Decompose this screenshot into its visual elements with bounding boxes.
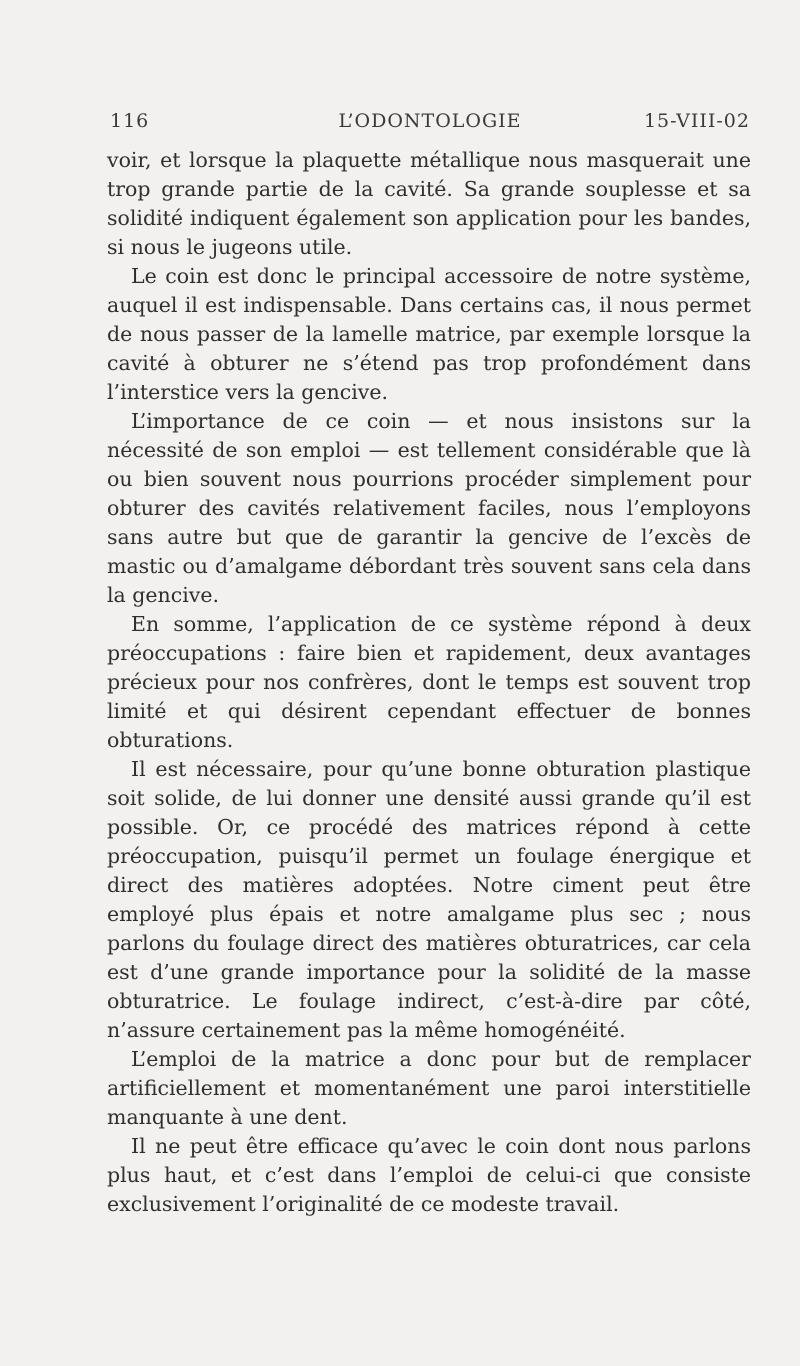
- page-number: 116: [110, 110, 150, 132]
- running-header: [110, 110, 750, 140]
- paragraph-6: L’emploi de la matrice a donc pour but de remplacer artificiellement et momentanément une paroi interstitielle manquante à une dent.: [107, 1047, 751, 1129]
- paragraph-1: voir, et lorsque la plaquette métallique nous masquerait une trop grande partie de la cavité. Sa grande souplesse et sa solidité indiquent également son application pour les bandes, si nous le jugeons utile.: [107, 148, 751, 259]
- body-text: [107, 146, 751, 1219]
- paragraph-7: Il ne peut être efficace qu’avec le coin dont nous parlons plus haut, et c’est dans l’emploi de celui-ci que consiste exclusivement l’originalité de ce modeste travail.: [107, 1134, 751, 1216]
- running-title: L’ODONTOLOGIE: [338, 110, 522, 132]
- issue-date: 15-VIII-02: [643, 110, 750, 132]
- paragraph-3: L’importance de ce coin — et nous insistons sur la nécessité de son emploi — est tellement considérable que là ou bien souvent nous pourrions procéder simplement pour obturer des cavités relativement faciles, nous l’employons sans autre but que de garantir la gencive de l’excès de mastic ou d’amalgame débordant très souvent sans cela dans la gencive.: [107, 409, 751, 607]
- paragraph-5: Il est nécessaire, pour qu’une bonne obturation plastique soit solide, de lui donner une densité aussi grande qu’il est possible. Or, ce procédé des matrices répond à cette préoccupation, puisqu’il permet un foulage énergique et direct des matières adoptées. Notre ciment peut être employé plus épais et notre amalgame plus sec ; nous parlons du foulage direct des matières obturatrices, car cela est d’une grande importance pour la solidité de la masse obturatrice. Le foulage indirect, c’est-à-dire par côté, n’assure certainement pas la même homogénéité.: [107, 757, 751, 1042]
- paragraph-4: En somme, l’application de ce système répond à deux préoccupations : faire bien et rapidement, deux avantages précieux pour nos confrères, dont le temps est souvent trop limité et qui désirent cependant effectuer de bonnes obturations.: [107, 612, 751, 752]
- paragraph-2: Le coin est donc le principal accessoire de notre système, auquel il est indispensable. Dans certains cas, il nous permet de nous passer de la lamelle matrice, par exemple lorsque la cavité à obturer ne s’étend pas trop profondément dans l’interstice vers la gencive.: [107, 264, 751, 404]
